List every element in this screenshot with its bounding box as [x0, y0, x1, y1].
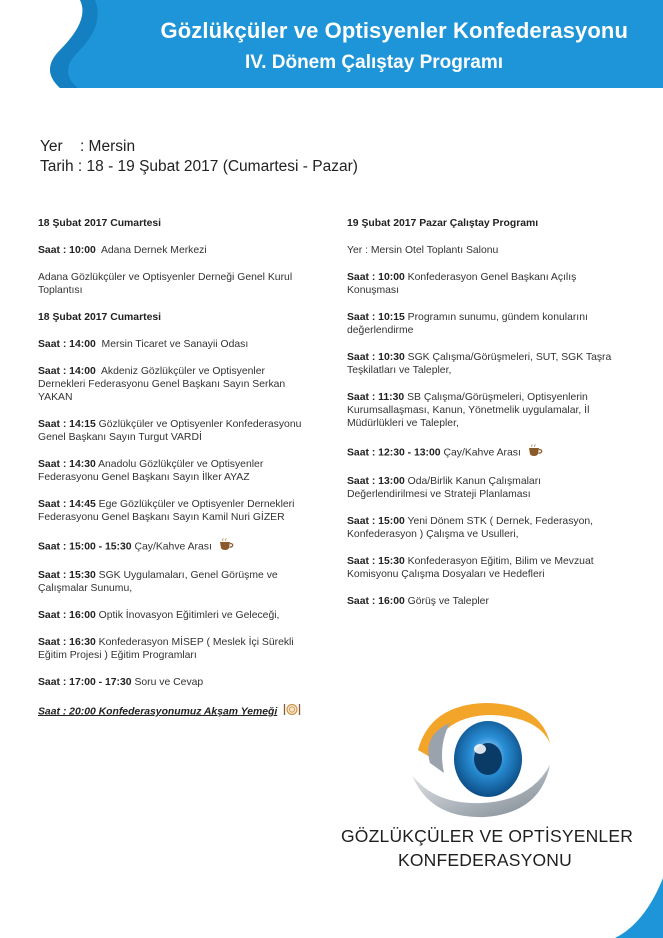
- schedule-item: [38, 569, 308, 595]
- date-value: 18 - 19 Şubat 2017 (Cumartesi - Pazar): [86, 158, 358, 175]
- schedule-item: [38, 703, 308, 720]
- schedule-item: [38, 244, 308, 257]
- dinner-text: Saat : 20:00 Konfederasyonumuz Akşam Yemeği: [38, 706, 278, 718]
- item-text: Konfederasyon MİSEP ( Meslek İçi Sürekli Eğitim Projesi ) Eğitim Programları: [38, 637, 294, 661]
- plate-cutlery-icon: [283, 703, 301, 720]
- item-time: Saat : 17:00 - 17:30: [38, 677, 132, 688]
- venue-line: Yer : Mersin Otel Toplantı Salonu: [347, 245, 499, 256]
- item-text: Oda/Birlik Kanun Çalışmaları Değerlendirilmesi ve Strateji Planlaması: [347, 476, 542, 500]
- event-meta: [40, 137, 358, 177]
- item-text: Çay/Kahve Arası: [134, 541, 212, 553]
- logo-text-line2: KONFEDERASYONU: [398, 850, 572, 870]
- day2-schedule: [347, 217, 619, 622]
- item-time: Saat : 10:00: [38, 245, 96, 256]
- item-time: Saat : 15:00 - 15:30: [38, 541, 132, 553]
- date-label: Tarih :: [40, 158, 83, 175]
- item-time: Saat : 15:30: [347, 556, 405, 567]
- eye-swirl-logo: [400, 695, 560, 825]
- item-text: Anadolu Gözlükçüler ve Optisyenler Federasyonu Genel Başkanı Sayın İlker AYAZ: [38, 459, 264, 483]
- schedule-item: [347, 595, 619, 608]
- page-title: Gözlükçüler ve Optisyenler Konfederasyonu: [160, 18, 628, 43]
- coffee-cup-icon: [527, 444, 545, 461]
- schedule-item: [347, 391, 619, 430]
- schedule-item: [347, 444, 619, 461]
- item-time: Saat : 11:30: [347, 392, 405, 403]
- schedule-item: [38, 458, 308, 484]
- day1b-heading: 18 Şubat 2017 Cumartesi: [38, 312, 162, 323]
- item-time: Saat : 13:00: [347, 476, 405, 487]
- item-text: Programın sunumu, gündem konularını değerlendirme: [347, 312, 588, 336]
- item-text: SB Çalışma/Görüşmeleri, Optisyenlerin Kurumsallaşması, Kanun, Yönetmelik uygulamalar, İl Müdürlükleri ve Talepler,: [347, 392, 590, 429]
- corner-decoration: [615, 878, 663, 938]
- schedule-item: [38, 365, 308, 404]
- item-text: Çay/Kahve Arası: [443, 447, 521, 459]
- schedule-item: [38, 636, 308, 662]
- schedule-item: [347, 271, 619, 297]
- item-time: Saat : 10:15: [347, 312, 405, 323]
- item-time: Saat : 14:00: [38, 366, 96, 377]
- schedule-item: [38, 609, 308, 622]
- item-time: Saat : 14:45: [38, 499, 96, 510]
- item-text: Mersin Ticaret ve Sanayii Odası: [101, 339, 249, 350]
- item-text: Gözlükçüler ve Optisyenler Konfederasyonu Genel Başkanı Sayın Turgut VARDİ: [38, 419, 302, 443]
- item-text: Akdeniz Gözlükçüler ve Optisyenler Dernekleri Federasyonu Genel Başkanı Sayın Serkan YAKAN: [38, 366, 286, 403]
- item-time: Saat : 10:00: [347, 272, 405, 283]
- schedule-item: [38, 538, 308, 555]
- item-time: Saat : 14:00: [38, 339, 96, 350]
- item-text: Optik İnovasyon Eğitimleri ve Geleceği,: [98, 610, 280, 621]
- item-time: Saat : 16:00: [38, 610, 96, 621]
- schedule-item: [347, 311, 619, 337]
- page-subtitle: IV. Dönem Çalıştay Programı: [244, 52, 503, 73]
- schedule-item: [38, 498, 308, 524]
- place-label: Yer: [40, 138, 63, 155]
- schedule-item: [38, 418, 308, 444]
- item-text: Konfederasyon Genel Başkanı Açılış Konuşması: [347, 272, 577, 296]
- schedule-item: [347, 555, 619, 581]
- item-time: Saat : 10:30: [347, 352, 405, 363]
- item-time: Saat : 12:30 - 13:00: [347, 447, 441, 459]
- schedule-item: [347, 351, 619, 377]
- logo-text-line1: GÖZLÜKÇÜLER VE OPTİSYENLER: [341, 826, 634, 846]
- item-text: Adana Gözlükçüler ve Optisyenler Derneği Genel Kurul Toplantısı: [38, 272, 293, 296]
- item-text: Soru ve Cevap: [134, 677, 204, 688]
- schedule-item: [38, 338, 308, 351]
- item-text: Adana Dernek Merkezi: [100, 245, 207, 256]
- item-text: Görüş ve Talepler: [407, 596, 489, 607]
- item-time: Saat : 15:00: [347, 516, 405, 527]
- item-time: Saat : 16:00: [347, 596, 405, 607]
- item-text: SGK Uygulamaları, Genel Görüşme ve Çalışmalar Sunumu,: [38, 570, 278, 594]
- item-text: SGK Çalışma/Görüşmeleri, SUT, SGK Taşra Teşkilatları ve Talepler,: [347, 352, 612, 376]
- place-value: : Mersin: [79, 138, 136, 155]
- item-text: Yeni Dönem STK ( Dernek, Federasyon, Konfederasyon ) Çalışma ve Usulleri,: [347, 516, 594, 540]
- item-text: Ege Gözlükçüler ve Optisyenler Dernekleri Federasyonu Genel Başkanı Sayın Kamil Nuri GİZER: [38, 499, 295, 523]
- day1-heading: 18 Şubat 2017 Cumartesi: [38, 218, 162, 229]
- schedule-item: [38, 676, 308, 689]
- item-time: Saat : 15:30: [38, 570, 96, 581]
- coffee-cup-icon: [218, 538, 236, 555]
- place-row: [40, 137, 358, 157]
- item-time: Saat : 16:30: [38, 637, 96, 648]
- day2-heading: 19 Şubat 2017 Pazar Çalıştay Programı: [347, 218, 539, 229]
- banner-shape: [0, 0, 663, 100]
- schedule-item: [347, 515, 619, 541]
- item-time: Saat : 14:30: [38, 459, 96, 470]
- header-banner: [0, 0, 663, 100]
- schedule-item: [38, 271, 308, 297]
- day1-schedule: [38, 217, 308, 734]
- date-row: [40, 157, 358, 177]
- item-text: Konfederasyon Eğitim, Bilim ve Mevzuat Komisyonu Çalışma Dosyaları ve Hedefleri: [347, 556, 594, 580]
- schedule-item: [347, 475, 619, 501]
- item-time: Saat : 14:15: [38, 419, 96, 430]
